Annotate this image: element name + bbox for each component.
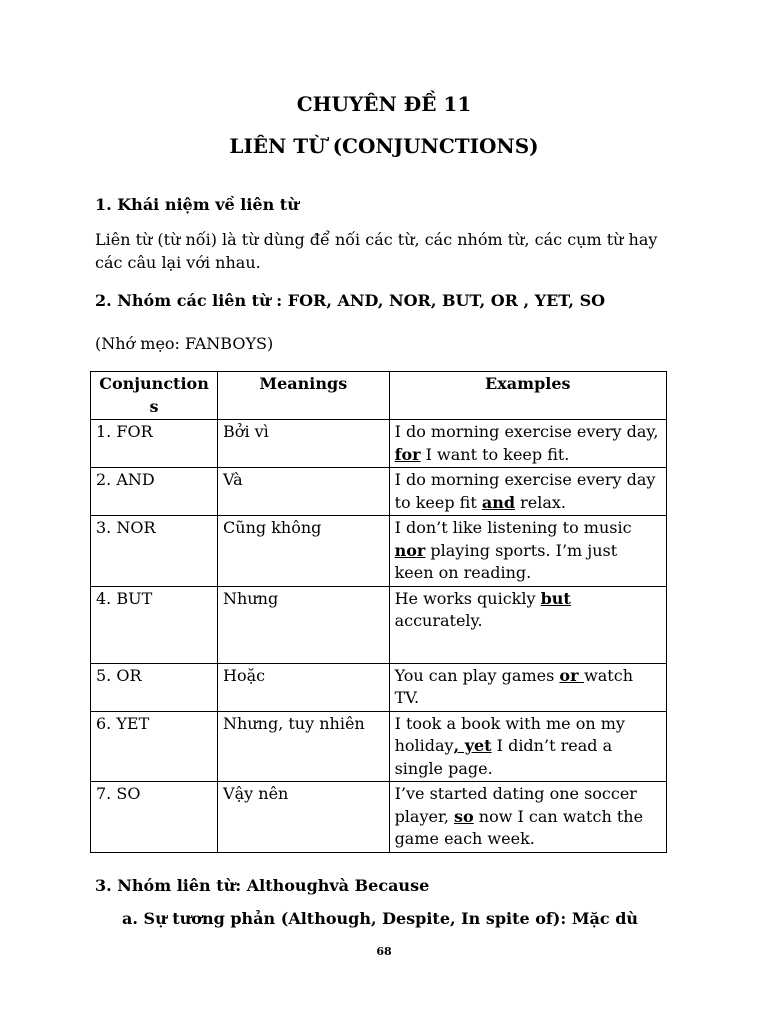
example-text: playing sports. I’m just keen on reading. bbox=[394, 540, 618, 582]
example-cell bbox=[389, 468, 666, 516]
highlighted-conjunction: but bbox=[540, 588, 571, 608]
conjunction-cell: 4. BUT bbox=[91, 586, 218, 663]
conjunction-cell: 6. YET bbox=[91, 711, 218, 782]
example-cell bbox=[389, 782, 666, 853]
table-row bbox=[91, 711, 667, 782]
example-text: I do morning exercise every day, bbox=[394, 422, 659, 441]
section1-heading: 1. Khái niệm về liên từ bbox=[95, 195, 299, 214]
example-cell bbox=[389, 516, 666, 587]
meaning-cell: Nhưng, tuy nhiên bbox=[218, 711, 390, 782]
example-cell bbox=[389, 420, 666, 468]
table-row bbox=[91, 420, 667, 468]
table-row bbox=[91, 586, 667, 663]
chapter-title: CHUYÊN ĐỀ 11 bbox=[296, 92, 472, 116]
meaning-cell: Vậy nên bbox=[218, 782, 390, 853]
meaning-cell: Nhưng bbox=[218, 586, 390, 663]
section3-subheading: a. Sự tương phản (Although, Despite, In spite of): Mặc dù bbox=[122, 909, 639, 928]
conjunction-cell: 7. SO bbox=[91, 782, 218, 853]
table-row bbox=[91, 516, 667, 587]
example-cell bbox=[389, 711, 666, 782]
conjunction-cell: 3. NOR bbox=[91, 516, 218, 587]
example-text: relax. bbox=[515, 492, 567, 512]
conjunction-cell: 5. OR bbox=[91, 663, 218, 711]
highlighted-conjunction: or bbox=[559, 665, 585, 685]
example-text: I do morning exercise every day to keep fit bbox=[394, 470, 656, 512]
example-cell bbox=[389, 663, 666, 711]
highlighted-conjunction: for bbox=[394, 444, 421, 464]
example-text: watch TV. bbox=[394, 665, 633, 707]
example-text: I’ve started dating one soccer player, bbox=[394, 784, 637, 826]
header-meanings: Meanings bbox=[218, 372, 390, 420]
highlighted-conjunction: and bbox=[481, 492, 516, 512]
page-number: 68 bbox=[376, 945, 392, 958]
example-text: I took a book with me on my holiday bbox=[394, 713, 625, 755]
header-conjunctions: Conjunction s bbox=[91, 372, 218, 420]
section3-heading: 3. Nhóm liên từ: Althoughvà Because bbox=[95, 876, 430, 895]
section1-text: Liên từ (từ nối) là từ dùng để nối các từ, các nhóm từ, các cụm từ hay các câu lại với nhau. bbox=[95, 230, 658, 272]
example-text: now I can watch the game each week. bbox=[394, 806, 644, 848]
highlighted-conjunction: , yet bbox=[453, 736, 492, 755]
example-text: I want to keep fit. bbox=[420, 444, 570, 464]
conjunctions-table bbox=[90, 371, 667, 853]
example-text: I don’t like listening to music bbox=[394, 518, 632, 537]
chapter-subtitle: LIÊN TỪ (CONJUNCTIONS) bbox=[229, 134, 539, 158]
meaning-cell: Và bbox=[218, 468, 390, 516]
conjunction-cell: 2. AND bbox=[91, 468, 218, 516]
example-cell bbox=[389, 586, 666, 663]
table-header-row bbox=[91, 372, 667, 420]
example-text: You can play games bbox=[394, 665, 560, 685]
meaning-cell: Cũng không bbox=[218, 516, 390, 587]
highlighted-conjunction: nor bbox=[394, 540, 426, 560]
header-examples: Examples bbox=[389, 372, 666, 420]
conjunction-cell: 1. FOR bbox=[91, 420, 218, 468]
meaning-cell: Bởi vì bbox=[218, 420, 390, 468]
table-row bbox=[91, 468, 667, 516]
fanboys-tip: (Nhớ mẹo: FANBOYS) bbox=[95, 334, 274, 353]
table-row bbox=[91, 663, 667, 711]
highlighted-conjunction: so bbox=[454, 806, 474, 826]
example-text: I didn’t read a single page. bbox=[394, 736, 613, 778]
section2-heading: 2. Nhóm các liên từ : FOR, AND, NOR, BUT, OR , YET, SO bbox=[95, 291, 606, 310]
example-text: accurately. bbox=[394, 611, 483, 630]
table-row bbox=[91, 782, 667, 853]
meaning-cell: Hoặc bbox=[218, 663, 390, 711]
example-text: He works quickly bbox=[394, 588, 541, 608]
